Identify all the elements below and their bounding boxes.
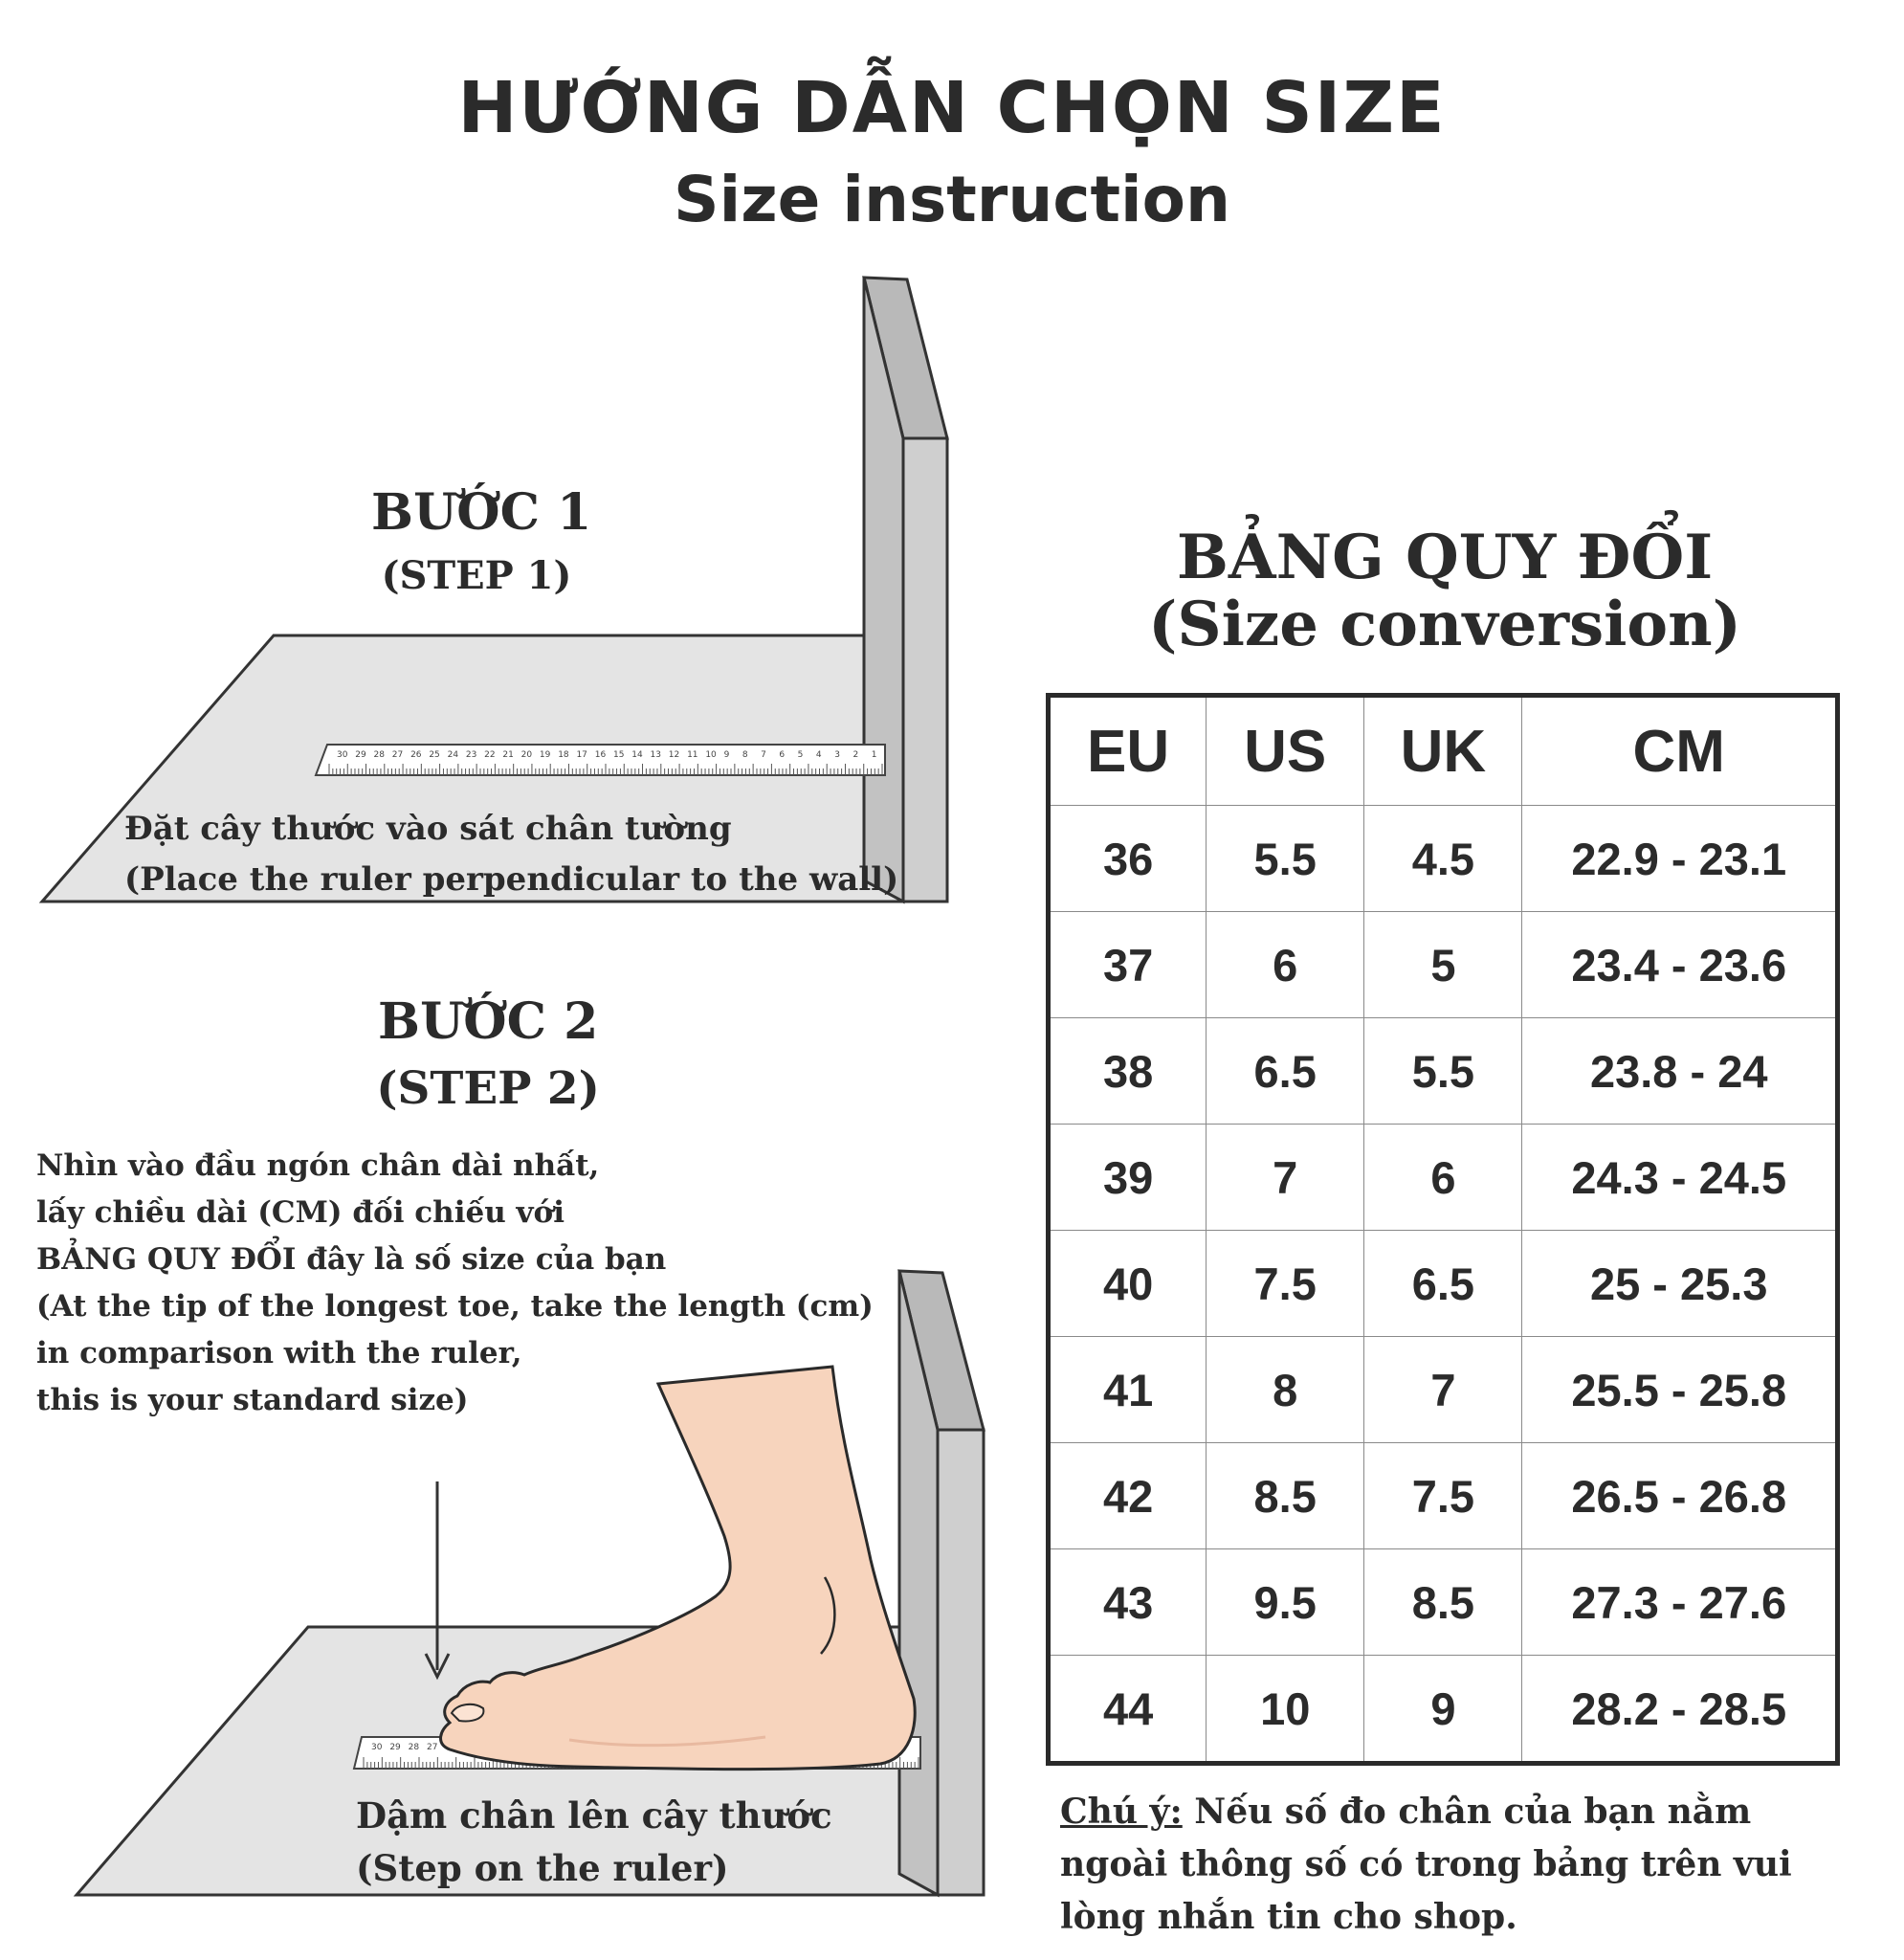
table-header-row [1049,696,1838,806]
ruler-label: 10 [705,750,717,760]
table-row [1049,1549,1838,1656]
cell-cm: 25.5 - 25.8 [1522,1337,1838,1443]
table-row [1049,1443,1838,1549]
cell-us: 5.5 [1207,806,1364,912]
cell-cm: 28.2 - 28.5 [1522,1656,1838,1764]
cell-eu: 42 [1049,1443,1207,1549]
ruler-label: 14 [631,750,643,760]
ruler-label: 1 [871,750,877,760]
foot-icon [441,1367,916,1770]
cell-uk: 5 [1364,912,1522,1018]
conversion-subtitle: (Size conversion) [1148,589,1741,660]
cell-eu: 43 [1049,1549,1207,1656]
wall-step2-front [938,1430,984,1895]
step2-instruction-line: in comparison with the ruler, [36,1336,522,1370]
ruler-label: 18 [558,750,569,760]
ruler-label: 29 [355,750,366,760]
step1-title: BƯỚC 1 [371,483,592,542]
wall-step1-front [903,438,947,902]
cell-eu: 44 [1049,1656,1207,1764]
cell-cm: 23.4 - 23.6 [1522,912,1838,1018]
header-uk: UK [1364,696,1522,806]
cell-uk: 4.5 [1364,806,1522,912]
cell-uk: 6 [1364,1125,1522,1231]
page-title: HƯỚNG DẪN CHỌN SIZE [457,67,1447,149]
ruler-label: 29 [389,1743,401,1752]
note [1060,1786,1864,1944]
step1-instruction-en: (Place the ruler perpendicular to the wall) [124,860,899,899]
ruler-label: 24 [447,750,459,760]
cell-eu: 36 [1049,806,1207,912]
note-text: Nếu số đo chân của bạn nằm ngoài thông số có trong bảng trên vui lòng nhắn tin cho shop. [1060,1792,1792,1937]
table-row [1049,1337,1838,1443]
cell-eu: 38 [1049,1018,1207,1125]
ruler-label: 28 [408,1743,420,1752]
ruler-label: 25 [429,750,440,760]
ruler-label: 9 [723,750,730,760]
ruler-label: 20 [520,750,533,760]
step1-subtitle: (STEP 1) [381,553,572,598]
table-row [1049,1656,1838,1764]
cell-cm: 27.3 - 27.6 [1522,1549,1838,1656]
step2-instruction-line: Nhìn vào đầu ngón chân dài nhất, [36,1148,600,1183]
cell-eu: 40 [1049,1231,1207,1337]
ruler-label: 27 [427,1743,438,1752]
ruler-label: 6 [779,750,786,760]
ruler-label: 13 [650,750,661,760]
cell-cm: 25 - 25.3 [1522,1231,1838,1337]
step2-subtitle: (STEP 2) [376,1062,600,1115]
ruler-step1 [316,745,885,775]
ruler-label: 19 [539,750,551,760]
cell-uk: 5.5 [1364,1018,1522,1125]
cell-cm: 22.9 - 23.1 [1522,806,1838,912]
header-cm: CM [1522,696,1838,806]
ruler-label: 5 [797,750,804,760]
ruler-label: 3 [834,750,840,760]
ruler-label: 23 [465,750,477,760]
table-row [1049,806,1838,912]
cell-cm: 23.8 - 24 [1522,1018,1838,1125]
ruler-label: 30 [371,1743,383,1752]
size-conversion-table [1046,693,1840,1766]
step2-title: BƯỚC 2 [378,992,599,1051]
cell-uk: 8.5 [1364,1549,1522,1656]
ruler-label: 26 [410,750,422,760]
cell-eu: 39 [1049,1125,1207,1231]
step2-caption-en: (Step on the ruler) [356,1847,729,1889]
step2-caption-vi: Dậm chân lên cây thước [356,1794,832,1837]
ruler-label: 30 [337,750,348,760]
step2-instruction-line: this is your standard size) [36,1383,469,1417]
ruler-label: 12 [668,750,680,760]
cell-cm: 26.5 - 26.8 [1522,1443,1838,1549]
step1-instruction-vi: Đặt cây thước vào sát chân tường [124,810,732,848]
cell-uk: 6.5 [1364,1231,1522,1337]
ruler-label: 7 [761,750,766,760]
cell-us: 7.5 [1207,1231,1364,1337]
ruler-label: 2 [852,750,859,760]
ruler-label: 4 [815,750,822,760]
conversion-title: BẢNG QUY ĐỔI [1176,522,1714,593]
step2-instruction-line: (At the tip of the longest toe, take the length (cm) [36,1289,874,1324]
cell-uk: 7 [1364,1337,1522,1443]
ruler-label: 11 [687,750,698,760]
header-eu: EU [1049,696,1207,806]
cell-us: 8 [1207,1337,1364,1443]
table-row [1049,1231,1838,1337]
step2-instruction-line: lấy chiều dài (CM) đối chiếu với [36,1195,565,1230]
ruler-label: 16 [594,750,607,760]
cell-uk: 7.5 [1364,1443,1522,1549]
cell-us: 9.5 [1207,1549,1364,1656]
ruler-label: 21 [502,750,514,760]
ruler-label: 17 [576,750,587,760]
ruler-label: 15 [613,750,625,760]
table-row [1049,1018,1838,1125]
ruler-label: 22 [484,750,496,760]
header-us: US [1207,696,1364,806]
table-row [1049,1125,1838,1231]
cell-uk: 9 [1364,1656,1522,1764]
cell-us: 7 [1207,1125,1364,1231]
cell-us: 8.5 [1207,1443,1364,1549]
cell-cm: 24.3 - 24.5 [1522,1125,1838,1231]
note-label: Chú ý: [1060,1792,1183,1832]
ruler-label: 28 [373,750,385,760]
cell-us: 6.5 [1207,1018,1364,1125]
cell-us: 10 [1207,1656,1364,1764]
cell-eu: 41 [1049,1337,1207,1443]
ruler-label: 8 [742,750,748,760]
table-row [1049,912,1838,1018]
ruler-label: 27 [391,750,404,760]
cell-us: 6 [1207,912,1364,1018]
step2-instruction-line: BẢNG QUY ĐỔI đây là số size của bạn [36,1242,667,1277]
page-subtitle: Size instruction [674,163,1230,236]
cell-eu: 37 [1049,912,1207,1018]
